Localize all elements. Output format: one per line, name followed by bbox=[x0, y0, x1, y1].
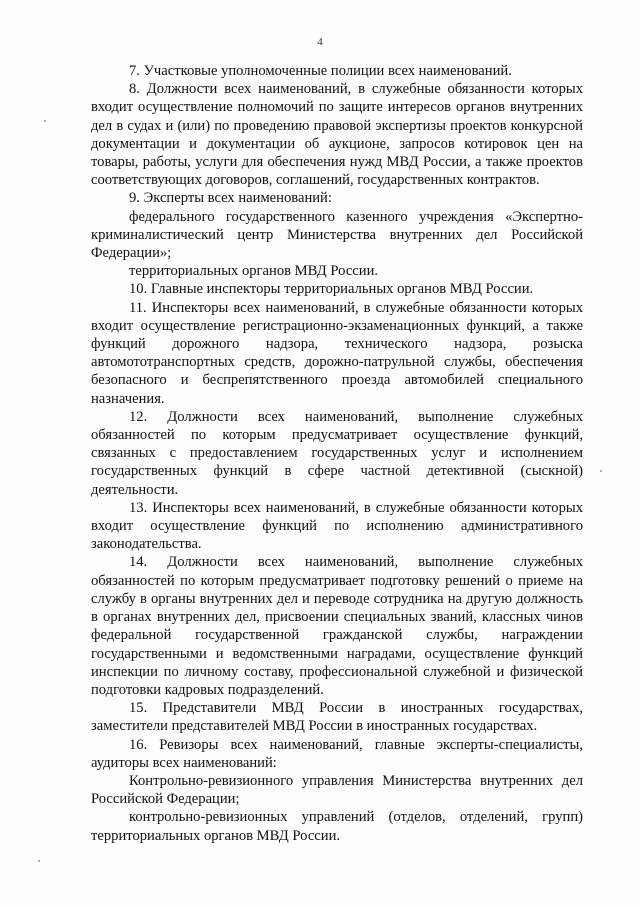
page-number: 4 bbox=[317, 36, 323, 48]
scan-speck bbox=[38, 860, 40, 862]
paragraph-16-subitem-central: Контрольно-ревизионного управления Министерства внутренних дел Российской Федерации; bbox=[91, 772, 583, 808]
paragraph-item-16: 16. Ревизоры всех наименований, главные эксперты-специалисты, аудиторы всех наименований: bbox=[91, 736, 583, 771]
paragraph-9-subitem-territorial: территориальных органов МВД России. bbox=[129, 263, 379, 280]
paragraph-16-subitem-territorial: контрольно-ревизионных управлений (отделов, отделений, групп) территориальных органов МВД России. bbox=[91, 809, 583, 844]
scan-speck bbox=[44, 120, 46, 122]
paragraph-item-9: 9. Эксперты всех наименований: bbox=[129, 190, 332, 207]
paragraph-item-13: 13. Инспекторы всех наименований, в служебные обязанности которых входит осуществление функций по исполнению административного законодательства. bbox=[91, 499, 583, 553]
paragraph-item-15: 15. Представители МВД России в иностранных государствах, заместители представителей МВД России в иностранных государствах. bbox=[91, 700, 583, 735]
paragraph-item-8: 8. Должности всех наименований, в служебные обязанности которых входит осуществление полномочий по защите интересов органов внутренних дел в судах и (или) по проведению правовой экспертизы проектов конкурсной документации и документации об аукционе, запросов котировок цен на товары, работы, услуги для обеспечения нужд МВД России, а также проектов соответствующих договоров, соглашений, государственных контрактов. bbox=[91, 81, 583, 189]
paragraph-item-14: 14. Должности всех наименований, выполнение служебных обязанностей по которым предусматривает подготовку решений о приеме на службу в органы внутренних дел и переводе сотрудника на другую должность в органах внутренних дел, присвоении специальных званий, классных чинов федеральной государственной гражданской службы, награждении государственными и ведомственными наградами, осуществление функций инспекции по личному составу, профессиональной служебной и физической подготовки кадровых подразделений. bbox=[91, 554, 583, 698]
paragraph-9-subitem-expert-center: федерального государственного казенного учреждения «Экспертно-криминалистический центр Министерства внутренних дел Российской Федерации»; bbox=[91, 208, 583, 262]
paragraph-item-12: 12. Должности всех наименований, выполнение служебных обязанностей по которым предусматривает осуществление функций, связанных с предоставлением государственных услуг и исполнением государственных функций в сфере частной детективной (сыскной) деятельности. bbox=[91, 408, 583, 498]
paragraph-item-11: 11. Инспекторы всех наименований, в служебные обязанности которых входит осуществление регистрационно-экзаменационных функций, а также функций дорожного надзора, технического надзора, розыска автомототранспортных средств, дорожно-патрульной службы, обеспечения безопасного и беспрепятственного проезда автомобилей специального назначения. bbox=[91, 299, 583, 407]
document-body bbox=[91, 62, 583, 845]
paragraph-item-10: 10. Главные инспекторы территориальных органов МВД России. bbox=[129, 281, 534, 298]
paragraph-item-7: 7. Участковые уполномоченные полиции всех наименований. bbox=[129, 63, 512, 79]
scan-speck bbox=[600, 470, 602, 472]
